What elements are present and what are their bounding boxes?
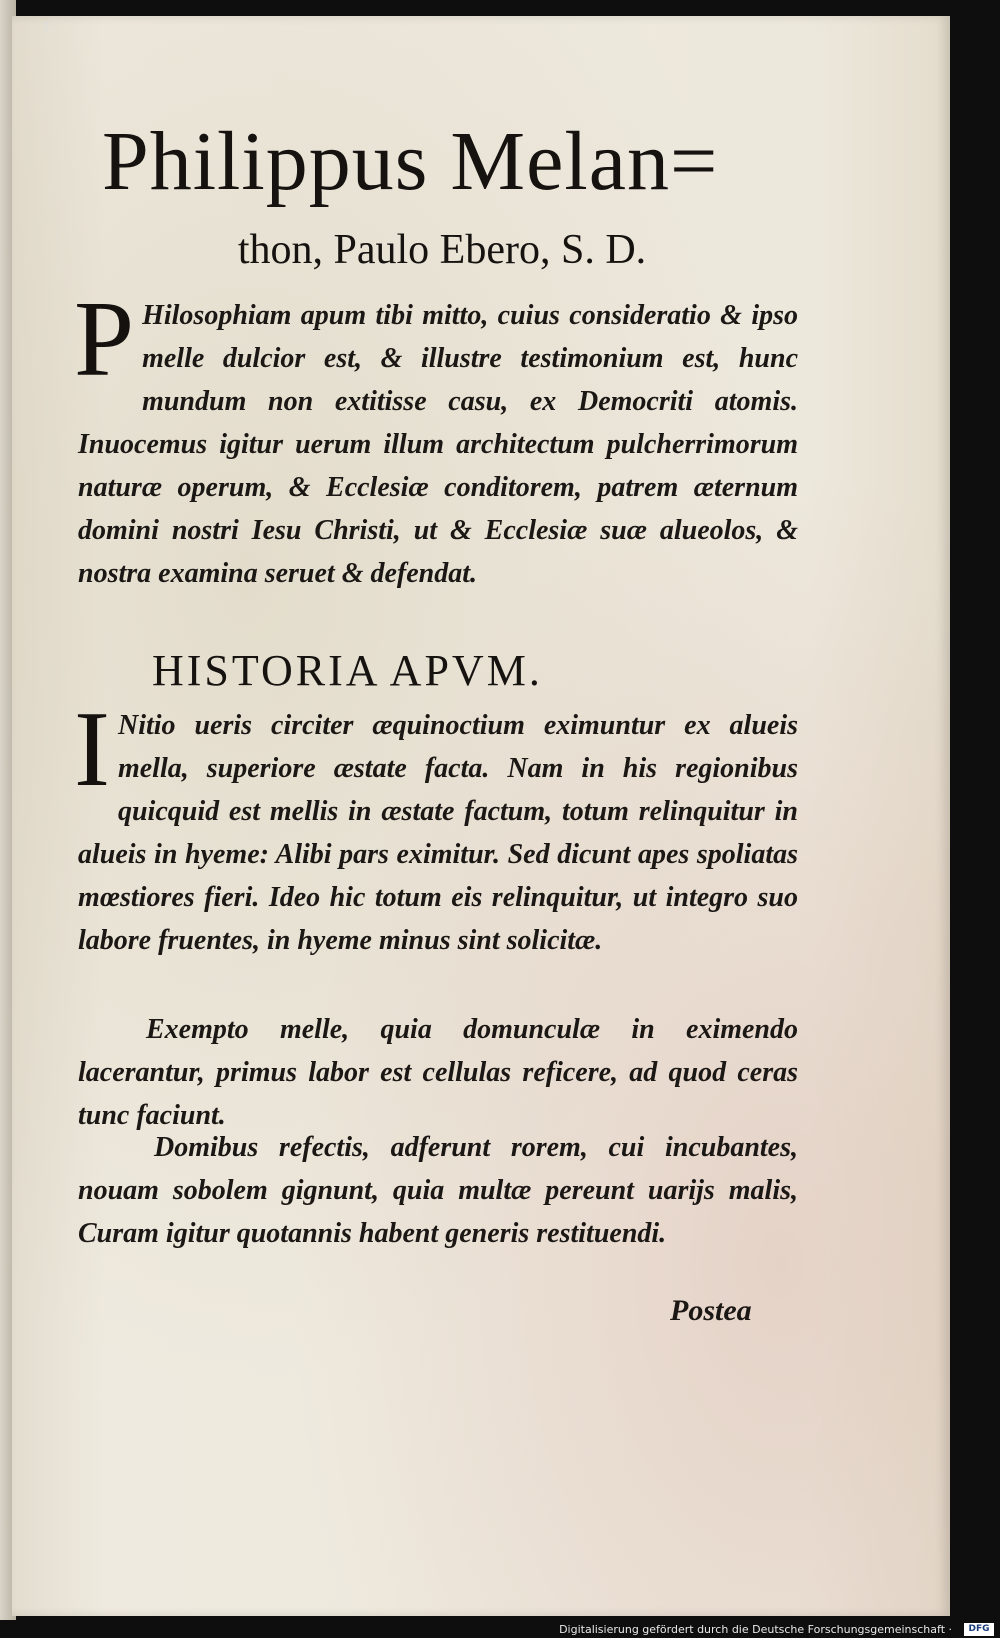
paragraph-text: Nitio ueris circiter æquinoctium eximuntur ex alueis mella, superiore æstate facta. Nam in his regionibus quicquid est mellis in æstate factum, totum relinquitur in alueis in hyeme: Alibi pars eximitur. Sed dicunt apes spoliatas mœstiores fieri. Ideo hic totum eis relinquitur, ut integro suo labore fruentes, in hyeme minus sint solicitæ. (78, 710, 798, 956)
paragraph-dedication (74, 280, 798, 595)
book-page (12, 16, 950, 1616)
page-subtitle: thon, Paulo Ebero, S. D. (237, 227, 647, 273)
drop-capital-p: P (74, 280, 135, 399)
paragraph-exempto: Exempto melle, quia domunculæ in eximendo lacerantur, primus labor est cellulas reficere, ad quod ceras tunc faciunt. (78, 1014, 798, 1131)
paragraph-historia (74, 690, 798, 962)
section-heading: HISTORIA APVM. (152, 646, 543, 695)
dfg-logo: DFG (964, 1623, 994, 1636)
digitization-credit: Digitalisierung gefördert durch die Deutsche Forschungsgemeinschaft · (559, 1623, 952, 1636)
paragraph-text: Hilosophiam apum tibi mitto, cuius consideratio & ipso melle dulcior est, & illustre testimonium est, hunc mundum non extitisse casu, ex Democriti atomis. Inuocemus igitur uerum illum architectum pulcherrimorum naturæ operum, & Ecclesiæ conditorem, patrem æternum domini nostri Iesu Christi, ut & Ecclesiæ suæ alueolos, & nostra examina seruet & defendat. (78, 300, 798, 589)
catchword: Postea (670, 1294, 752, 1327)
drop-capital-i: I (74, 690, 110, 809)
page-title: Philippus Melan= (102, 115, 719, 208)
folio-mark: 7 (42, 22, 51, 37)
paragraph-domibus: Domibus refectis, adferunt rorem, cui incubantes, nouam sobolem gignunt, quia multæ pereunt uarijs malis, Curam igitur quotannis habent generis restituendi. (78, 1132, 798, 1249)
